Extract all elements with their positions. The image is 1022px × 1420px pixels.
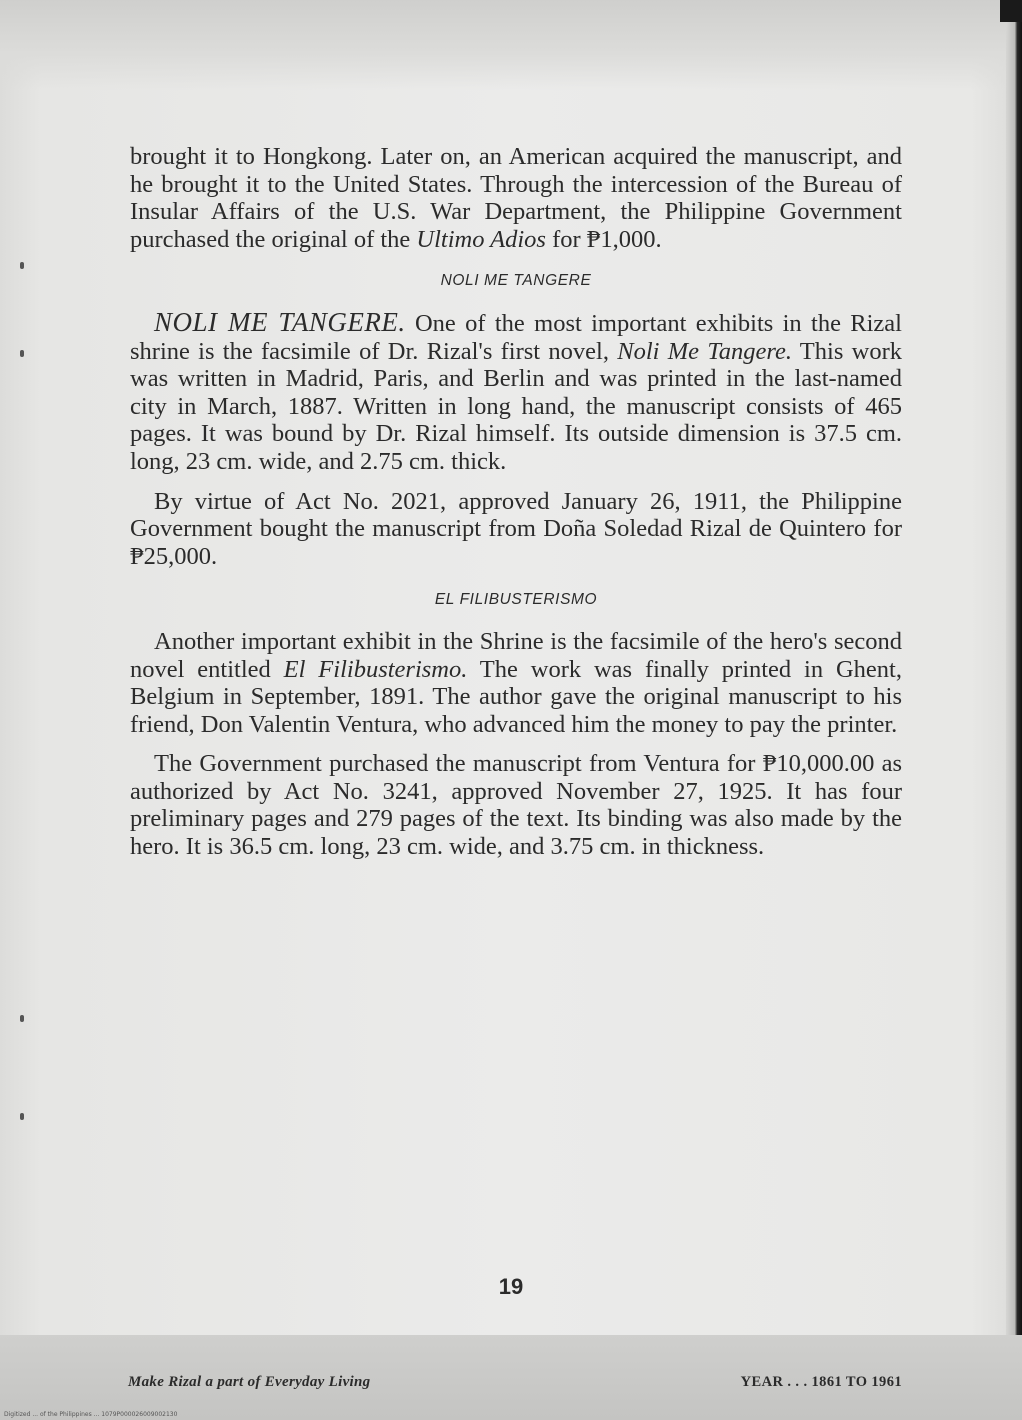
top-page-shadow <box>0 0 1022 90</box>
section-heading-fili: EL FILIBUSTERISMO <box>434 591 598 609</box>
footer-year-range: YEAR . . . 1861 TO 1961 <box>740 1374 902 1390</box>
paragraph-text: The work was finally printed in Ghent, Belgium in September, 1891. The author gave the original manuscript to his friend, Don Valentin Ventura, who advanced him the money to pay the printer. <box>130 655 902 738</box>
page-number: 19 <box>498 1274 524 1299</box>
paragraph-text: for ₱1,000. <box>545 225 662 253</box>
paragraph-fili-purchase: The Government purchased the manuscript from Ventura for ₱10,000.00 as authorized by Act No. 3241, approved November 27, 1925. It has four preliminary pages and 279 pages of the text. Its binding was also made by the hero. It is 36.5 cm. long, 23 cm. wide, and 3.75 cm. in thickness. <box>130 750 902 861</box>
binding-mark <box>20 1113 24 1120</box>
page-body <box>130 143 902 861</box>
page-right-edge-shadow <box>1006 0 1022 1420</box>
paragraph-fili-description <box>130 628 902 738</box>
paragraph-noli-purchase: By virtue of Act No. 2021, approved January 26, 1911, the Philippine Government bought the manuscript from Doña Soledad Rizal de Quintero for ₱25,000. <box>130 487 902 570</box>
paragraph-ultimo-adios <box>130 143 902 253</box>
footer-slogan: Make Rizal a part of Everyday Living <box>128 1374 371 1390</box>
scan-label: Digitized ... of the Philippines ... 1079P000026009002130 <box>4 1411 178 1418</box>
paragraph-noli-description <box>130 306 902 476</box>
paragraph-gap <box>130 476 902 488</box>
binding-mark <box>20 350 24 357</box>
italic-title: Noli Me Tangere. <box>617 337 792 365</box>
binding-mark <box>20 262 24 269</box>
lead-title: NOLI ME TANGERE. <box>154 306 406 337</box>
paragraph-text: This work was written in Madrid, Paris, and Berlin and was printed in the last-named city in March, 1887. Written in long hand, the manuscript consists of 465 pages. It was bound by Dr. Rizal himself. Its outside dimension is 37.5 cm. long, 23 cm. wide, and 2.75 cm. thick. <box>130 337 902 475</box>
italic-title: Ultimo Adios <box>416 225 546 253</box>
paragraph-text: Another important exhibit in the Shrine is the facsimile of the hero's second novel entitled <box>130 627 902 683</box>
paragraph-gap <box>130 738 902 750</box>
italic-title: El Filibusterismo. <box>283 655 468 683</box>
paragraph-text: brought it to Hongkong. Later on, an American acquired the manuscript, and he brought it to the United States. Through the intercession of the Bureau of Insular Affairs of the U.S. War Department, the Philippine Government purchased the original of the <box>130 143 902 253</box>
binding-mark <box>20 1015 24 1022</box>
section-heading-noli: NOLI ME TANGERE <box>440 272 592 290</box>
paragraph-text: One of the most important exhibits in the Rizal shrine is the facsimile of Dr. Rizal's first novel, <box>130 309 902 365</box>
page-corner-shadow <box>1000 0 1022 22</box>
